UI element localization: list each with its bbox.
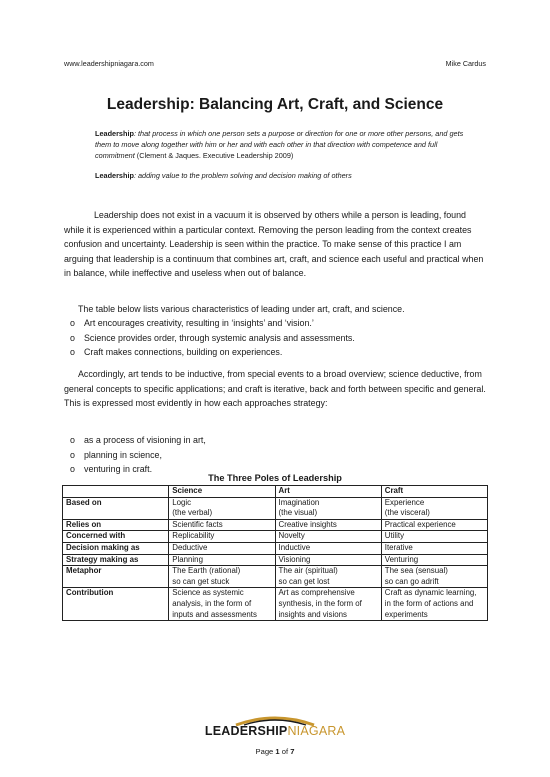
- leadership-niagara-logo: [0, 714, 550, 738]
- header-author: Mike Cardus: [445, 59, 486, 68]
- definition-1-text: : that process in which one person sets a purpose or direction for one or more other persons, and gets them to move along together with him or her and with each other in that direction with competence and full commitment: [95, 129, 464, 160]
- table-cell: Novelty: [275, 531, 381, 543]
- list-item-text: Science provides order, through systemic analysis and assessments.: [84, 332, 355, 343]
- page-number-total: 7: [290, 747, 295, 756]
- table-cell: Iterative: [381, 542, 487, 554]
- table-row-header-cell: Concerned with: [63, 531, 169, 543]
- definition-1-term: Leadership: [95, 129, 134, 138]
- table-cell: The air (spiritual) so can get lost: [275, 566, 381, 588]
- list-item-text: as a process of visioning in art,: [84, 435, 206, 445]
- page-number-prefix: Page: [255, 747, 276, 756]
- table-cell: Creative insights: [275, 519, 381, 531]
- characteristics-list: [64, 316, 488, 360]
- table-cell: Experience (the visceral): [381, 497, 487, 519]
- table-header-cell: Craft: [381, 486, 487, 498]
- list-item: [64, 345, 488, 360]
- definition-2: [95, 170, 465, 181]
- page-number-middle: of: [279, 747, 291, 756]
- table-row: [63, 531, 488, 543]
- table-row-header-cell: Relies on: [63, 519, 169, 531]
- definition-2-text: : adding value to the problem solving and decision making of others: [133, 171, 352, 180]
- table-cell: Replicability: [169, 531, 275, 543]
- bullet-icon: o: [70, 332, 75, 343]
- logo-text: [0, 724, 550, 738]
- table-header-cell: Science: [169, 486, 275, 498]
- page-title: Leadership: Balancing Art, Craft, and Science: [106, 96, 444, 113]
- bullet-icon: o: [70, 449, 75, 460]
- table-row-header-cell: Strategy making as: [63, 554, 169, 566]
- table-header-row: [63, 486, 488, 498]
- table-row: [63, 519, 488, 531]
- bullet-icon: o: [70, 435, 75, 445]
- page-number: [0, 747, 550, 756]
- table-row: [63, 588, 488, 621]
- table-cell: Science as systemic analysis, in the form of inputs and assessments: [169, 588, 275, 621]
- strategy-list: [64, 433, 488, 477]
- table-row-header-cell: Decision making as: [63, 542, 169, 554]
- table-row: [63, 497, 488, 519]
- list-item: [64, 331, 488, 346]
- table-row: [63, 566, 488, 588]
- list-item: [64, 448, 488, 463]
- list-item-text: Craft makes connections, building on experiences.: [84, 347, 283, 357]
- table-cell: Art as comprehensive synthesis, in the form of insights and visions: [275, 588, 381, 621]
- table-cell: Utility: [381, 531, 487, 543]
- bullet-icon: o: [70, 318, 75, 328]
- logo-text-niagara: NIAGARA: [287, 724, 346, 738]
- header-url: www.leadershipniagara.com: [64, 59, 154, 68]
- table-cell: Logic (the verbal): [169, 497, 275, 519]
- table-cell: Deductive: [169, 542, 275, 554]
- paragraph-table-intro: The table below lists various characteristics of leading under art, craft, and science.: [78, 304, 405, 314]
- table-row-header-cell: Contribution: [63, 588, 169, 621]
- list-item: [64, 433, 488, 448]
- page-number-current: 1: [275, 747, 280, 756]
- list-item-text: planning in science,: [84, 449, 162, 460]
- table-row: [63, 554, 488, 566]
- bullet-icon: o: [70, 347, 75, 357]
- table-caption: The Three Poles of Leadership: [208, 473, 342, 483]
- paragraph-strategy: Accordingly, art tends to be inductive, from special events to a broad overview; science deductive, from general concepts to specific applications; and craft is iterative, back and forth between specific and general. This is expressed most evidently in how each approaches strategy:: [64, 369, 486, 408]
- list-item-text: Art encourages creativity, resulting in ‘insights’ and ‘vision.’: [84, 318, 314, 328]
- table-cell: Visioning: [275, 554, 381, 566]
- table-cell: Scientific facts: [169, 519, 275, 531]
- table-row: [63, 542, 488, 554]
- definition-1: [95, 128, 465, 161]
- table-cell: Imagination (the visual): [275, 497, 381, 519]
- bullet-icon: o: [70, 464, 75, 474]
- table-header-cell: [63, 486, 169, 498]
- list-item: [64, 316, 488, 331]
- list-item-text: venturing in craft.: [84, 464, 153, 474]
- table-cell: The sea (sensual) so can go adrift: [381, 566, 487, 588]
- definition-2-term: Leadership: [95, 171, 134, 180]
- table-cell: The Earth (rational) so can get stuck: [169, 566, 275, 588]
- logo-text-leadership: LEADERSHIP: [204, 724, 288, 738]
- table-cell: Craft as dynamic learning, in the form of actions and experiments: [381, 588, 487, 621]
- table-cell: Inductive: [275, 542, 381, 554]
- definition-1-citation: (Clement & Jaques. Executive Leadership 2009): [134, 151, 294, 160]
- paragraph-intro: Leadership does not exist in a vacuum it is observed by others while a person is leading, found while it is experienced within a particular context. Removing the person leading from the context creates confusion and uncertainty. Leadership is seen within the practice. To make sense of this practice I am arguing that leadership is a continuum that combines art, craft, and science each useful and practical when in balance, while ineffective and useless when out of balance.: [64, 210, 484, 278]
- table-row-header-cell: Based on: [63, 497, 169, 519]
- poles-table: [62, 485, 488, 621]
- table-cell: Venturing: [381, 554, 487, 566]
- table-cell: Practical experience: [381, 519, 487, 531]
- table-header-cell: Art: [275, 486, 381, 498]
- table-cell: Planning: [169, 554, 275, 566]
- table-row-header-cell: Metaphor: [63, 566, 169, 588]
